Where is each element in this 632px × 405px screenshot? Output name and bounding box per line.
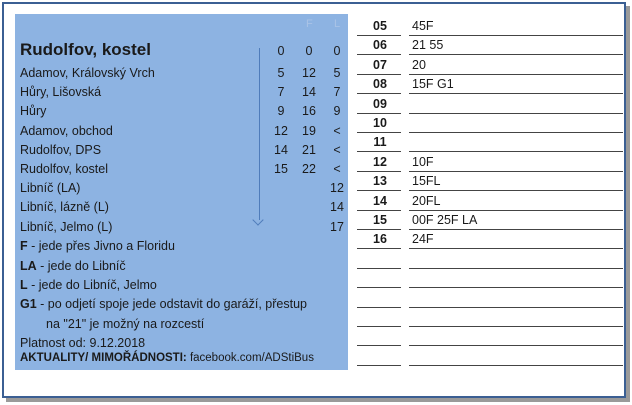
stop-time-b: 12 [302,66,316,80]
stop-time-c: 12 [330,181,344,196]
top-strip [410,14,623,34]
legend-text: - jede přes Jivno a Floridu [27,239,175,253]
legend-l [20,278,157,292]
legend-code: L [20,278,28,292]
stop-time-b: 19 [302,123,316,138]
legend-text: - jede do Libníč [36,259,126,273]
stop-time-b: 21 [302,142,316,157]
grid-line [357,210,401,211]
legend-g1 [20,297,307,311]
stop-time-c: 14 [330,200,344,215]
grid-line [409,93,623,94]
departure-minutes: 20 [412,57,426,72]
stop-time-b: 14 [302,85,316,100]
stop-time-a: 9 [277,104,285,119]
departure-hour: 09 [373,96,387,111]
departure-hour: 08 [373,77,387,92]
grid-line [409,287,623,288]
grid-line [409,54,623,55]
grid-line [357,93,401,94]
stop-time-c: 5 [333,66,341,80]
stop-name: Rudolfov, kostel [20,162,109,176]
grid-line [357,345,401,346]
grid-line [409,171,623,172]
stop-time-a: 12 [274,123,288,138]
news-line [20,352,314,364]
departure-minutes: 45F [412,19,434,33]
grid-line [357,268,401,269]
grid-line [357,54,401,55]
stop-time-a: 7 [277,85,285,100]
stop-time-c: 17 [330,219,344,234]
grid-line [409,132,623,133]
header-num-a: 0 [277,44,285,58]
grid-line [409,326,623,327]
grid-line [409,268,623,269]
grid-line [357,287,401,288]
stop-name: Adamov, obchod [20,123,113,138]
stop-name: Rudolfov, DPS [20,142,102,157]
faint-header-l: L [334,18,341,30]
grid-line [357,113,401,114]
grid-line [409,74,623,75]
departure-minutes: 24F [412,232,434,247]
stop-time-a: 14 [274,142,288,157]
direction-arrow-line [259,48,260,220]
grid-line [409,229,623,230]
page-title: Rudolfov, kostel [20,40,151,59]
legend-la [20,259,126,273]
grid-line [357,171,401,172]
grid-line [409,190,623,191]
departure-minutes: 15F G1 [412,77,454,92]
legend-text: - jede do Libníč, Jelmo [27,278,157,292]
grid-line [357,132,401,133]
grid-line [357,229,401,230]
legend-f [20,239,175,253]
grid-line [409,307,623,308]
grid-line [357,307,401,308]
departure-hour: 06 [373,38,387,53]
stop-name: Hůry, Lišovská [20,85,102,100]
legend-code: F [20,239,28,253]
stop-time-c: 9 [333,104,341,119]
frame-shadow-bottom [6,398,630,402]
grid-line [409,113,623,114]
stop-time-c: 7 [333,85,341,100]
stop-time-c: < [333,142,341,157]
departure-hour: 11 [373,135,387,150]
grid-line [409,345,623,346]
grid-line [409,248,623,249]
stop-time-c: < [333,123,341,138]
departure-hour: 10 [373,116,387,130]
departure-hour: 14 [373,193,387,208]
stop-name: Hůry [20,104,47,119]
grid-line [409,35,623,36]
departure-hour: 16 [373,232,387,247]
departure-minutes: 00F 25F LA [412,213,478,227]
departure-minutes: 10F [412,154,434,169]
grid-line [357,248,401,249]
faint-header-f: F [306,18,313,30]
grid-line [357,151,401,152]
stop-time-a: 15 [274,162,288,176]
grid-line [357,190,401,191]
legend-code: LA [20,259,37,273]
header-num-c: 0 [333,44,341,58]
stop-time-b: 16 [302,104,316,119]
departure-hour: 07 [373,57,387,72]
validity-date: Platnost od: 9.12.2018 [20,336,146,350]
frame-shadow-right [626,6,630,402]
legend-code: G1 [20,297,37,311]
departure-minutes: 21 55 [412,38,444,53]
grid-line [409,365,623,366]
news-label: AKTUALITY/ MIMOŘÁDNOSTI: [20,352,187,364]
departure-hour: 12 [373,154,387,169]
departure-hour: 05 [373,19,387,33]
grid-line [357,365,401,366]
grid-line [357,35,401,36]
departure-minutes: 20FL [412,193,441,208]
header-num-b: 0 [305,44,313,58]
grid-line [409,151,623,152]
stop-name: Adamov, Královský Vrch [20,66,155,80]
grid-line [357,74,401,75]
grid-line [357,326,401,327]
legend-text: - po odjetí spoje jede odstavit do garáží, přestup [36,297,307,311]
stop-name: Libníč, lázně (L) [20,200,109,215]
departure-hour: 15 [373,213,387,227]
news-link[interactable]: facebook.com/ADStiBus [189,352,314,364]
grid-line [409,210,623,211]
stop-name: Libníč (LA) [20,181,81,196]
stop-time-b: 22 [302,162,316,176]
departure-minutes: 15FL [412,174,441,189]
stop-time-c: < [333,162,341,176]
stop-name: Libníč, Jelmo (L) [20,219,113,234]
departure-hour: 13 [373,174,387,189]
stop-time-a: 5 [277,66,285,80]
legend-g1-continued: na "21" je možný na rozcestí [46,317,205,331]
